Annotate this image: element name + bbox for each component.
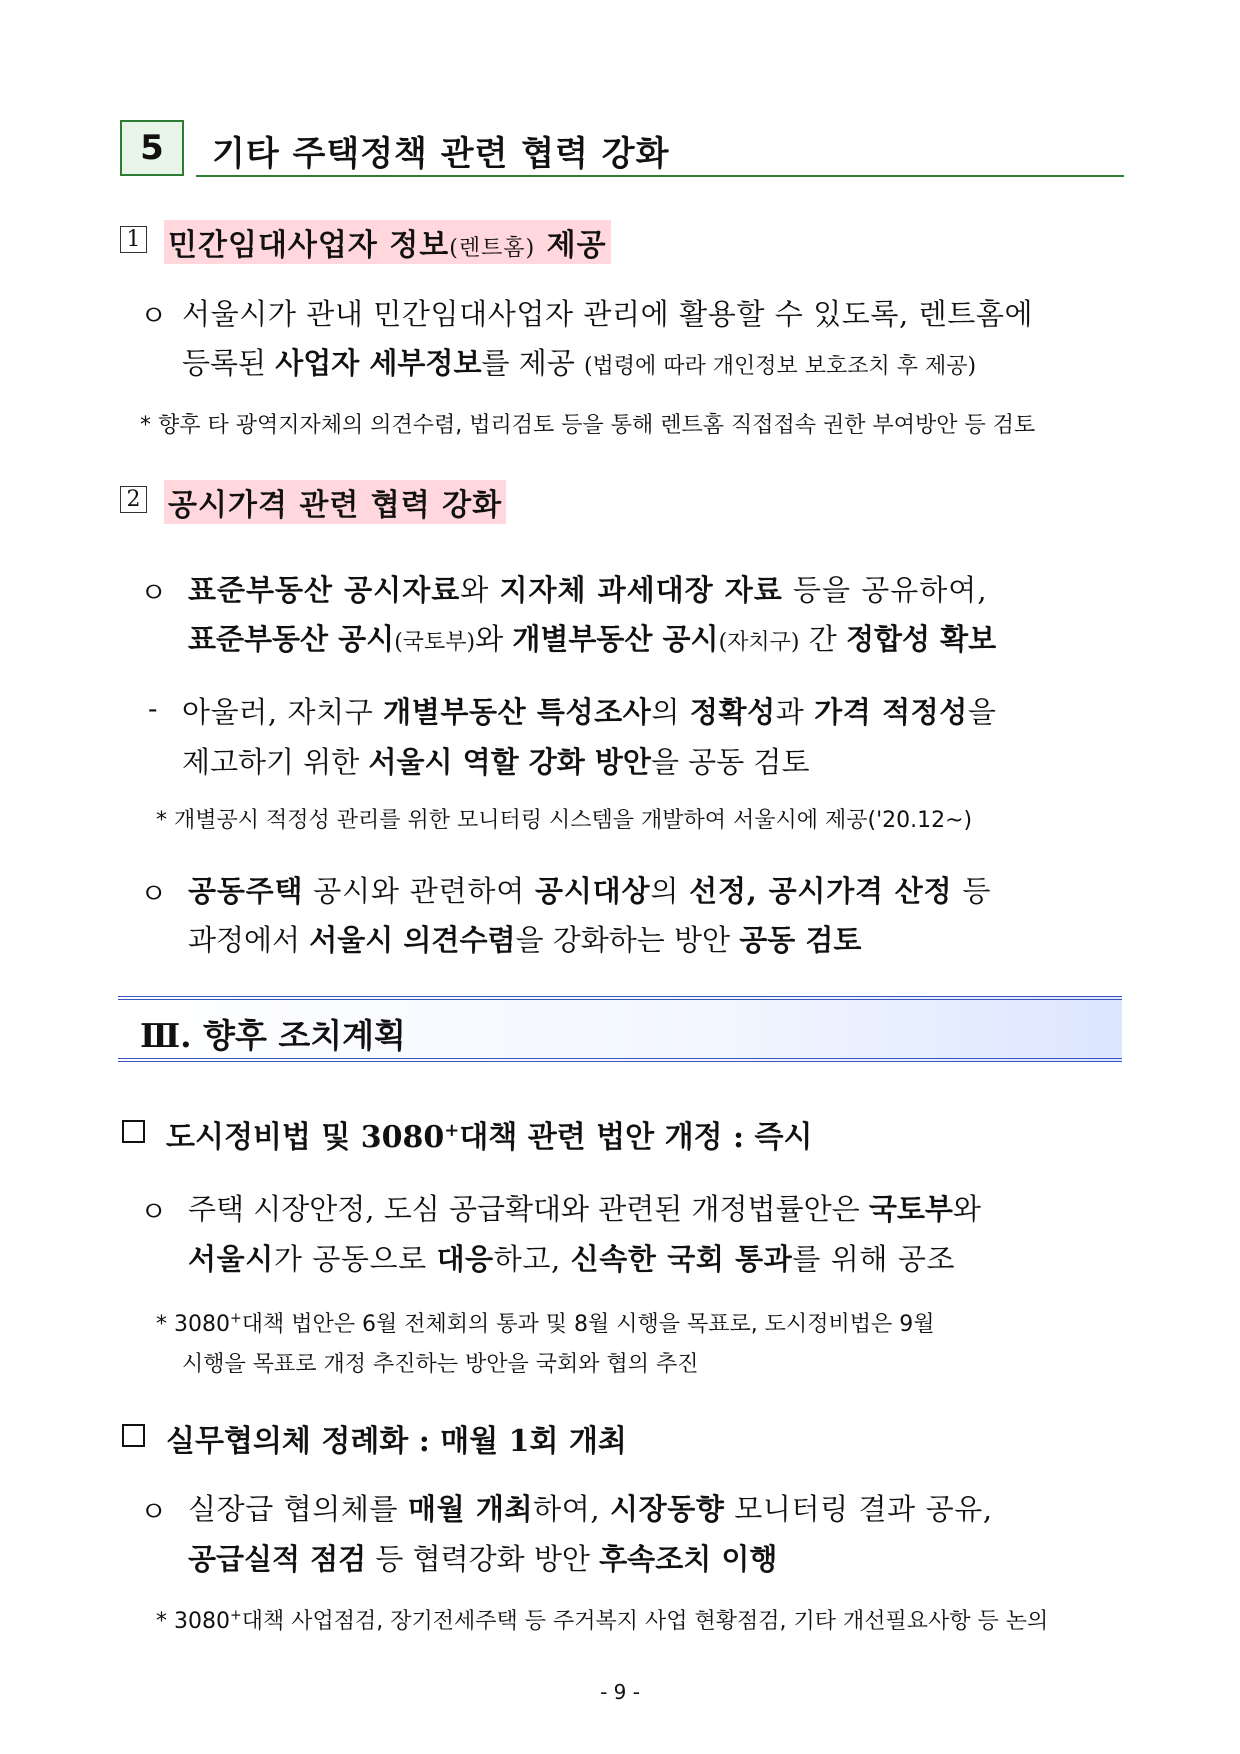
checkbox-square-icon bbox=[122, 1424, 145, 1447]
superscript: + bbox=[229, 1310, 242, 1327]
paragraph-line bbox=[182, 690, 997, 731]
paragraph-line bbox=[188, 1237, 955, 1278]
emphasis-text: 표준부동산 공시 bbox=[188, 622, 395, 656]
emphasis-text: 공급실적 점검 bbox=[188, 1542, 367, 1576]
checkbox-square-icon bbox=[122, 1120, 145, 1143]
text-span: 등록된 bbox=[182, 346, 267, 380]
footnote: * 향후 타 광역지자체의 의견수렴, 법리검토 등을 통해 렌트홈 직접접속 권한 부여방안 등 검토 bbox=[140, 413, 1036, 438]
text-span: 등 협력강화 방안 bbox=[375, 1542, 590, 1576]
subsection-title-end: 제공 bbox=[546, 228, 607, 263]
text-span: * 3080 bbox=[156, 1609, 230, 1634]
section-number: 5 bbox=[140, 128, 164, 168]
emphasis-text: 가격 적정성 bbox=[814, 695, 968, 729]
page-number: - 9 - bbox=[600, 1680, 640, 1704]
text-span: 의 bbox=[651, 695, 681, 729]
emphasis-text: 신속한 국회 통과 bbox=[570, 1242, 793, 1276]
emphasis-text: 대응 bbox=[436, 1242, 494, 1276]
text-span: 하고, bbox=[493, 1242, 561, 1276]
section-title: 기타 주택정책 관련 협력 강화 bbox=[212, 134, 670, 174]
emphasis-text: 공시대상 bbox=[535, 874, 651, 908]
emphasis-text: 시장동향 bbox=[609, 1492, 725, 1526]
paragraph-line bbox=[182, 740, 809, 781]
text-span: 등 bbox=[962, 874, 992, 908]
text-span: 와 bbox=[475, 622, 504, 656]
emphasis-text: 사업자 세부정보 bbox=[275, 346, 482, 380]
text-span: 공시와 관련하여 bbox=[313, 874, 526, 908]
emphasis-text: 서울시 의견수렴 bbox=[309, 923, 516, 957]
paren-note: (자치구) bbox=[718, 630, 800, 655]
subsection-number: 2 bbox=[126, 487, 141, 512]
emphasis-text: 국토부 bbox=[868, 1192, 953, 1226]
emphasis-text: 공동주택 bbox=[188, 874, 304, 908]
chapter-title: Ⅲ. 향후 조치계획 bbox=[140, 1016, 406, 1055]
text-span: 의 bbox=[650, 874, 680, 908]
bullet-marker: ㅇ bbox=[140, 299, 168, 332]
paragraph-line: 서울시가 관내 민간임대사업자 관리에 활용할 수 있도록, 렌트홈에 bbox=[182, 297, 1034, 331]
paragraph-line bbox=[188, 1187, 981, 1228]
text-span: 를 제공 bbox=[481, 346, 575, 380]
item-title: 실무협의체 정례화 : 매월 1회 개최 bbox=[166, 1424, 627, 1459]
text-span: 대책 법안은 6월 전체회의 통과 및 8월 시행을 목표로, 도시정비법은 9월 bbox=[241, 1312, 935, 1337]
footnote bbox=[156, 1604, 1048, 1635]
text-span: 를 위해 공조 bbox=[792, 1242, 956, 1276]
text-span: 모니터링 결과 공유, bbox=[734, 1492, 993, 1526]
text-span: * 3080 bbox=[156, 1312, 230, 1337]
paren-note: (국토부) bbox=[394, 630, 476, 655]
bullet-marker: ㅇ bbox=[140, 1195, 168, 1228]
footnote: * 개별공시 적정성 관리를 위한 모니터링 시스템을 개발하여 서울시에 제공('20.12~) bbox=[156, 808, 973, 833]
bullet-marker: ㅇ bbox=[140, 877, 168, 910]
emphasis-text: 정합성 확보 bbox=[845, 622, 997, 656]
emphasis-text: 서울시 bbox=[188, 1242, 274, 1276]
paragraph-line bbox=[188, 918, 861, 959]
text-span: 실장급 협의체를 bbox=[188, 1492, 399, 1526]
text-span: 와 bbox=[952, 1192, 981, 1226]
emphasis-text: 표준부동산 공시자료 bbox=[188, 573, 461, 607]
superscript: + bbox=[229, 1607, 242, 1624]
subsection-number-box bbox=[120, 486, 147, 513]
footnote bbox=[156, 1307, 934, 1338]
section-number-box bbox=[120, 120, 184, 176]
bullet-marker: ㅇ bbox=[140, 1495, 168, 1528]
text-span: 아울러, 자치구 bbox=[182, 695, 374, 729]
paragraph-line bbox=[188, 568, 988, 609]
text-span: 주택 시장안정, 도심 공급확대와 관련된 개정법률안은 bbox=[188, 1192, 860, 1226]
paragraph-line bbox=[188, 617, 996, 658]
text-span: 가 공동으로 bbox=[273, 1242, 427, 1276]
subsection-title-main: 민간임대사업자 정보 bbox=[168, 228, 450, 263]
emphasis-text: 서울시 역할 강화 방안 bbox=[368, 745, 651, 779]
paragraph-line bbox=[182, 341, 976, 382]
subsection-number: 1 bbox=[126, 227, 141, 252]
text-span: 등을 공유하여, bbox=[793, 573, 988, 607]
text-span: 과 bbox=[775, 695, 805, 729]
text-span: 제고하기 위한 bbox=[182, 745, 360, 779]
text-span: 대책 사업점검, 장기전세주택 등 주거복지 사업 현황점검, 기타 개선필요사항 등 논의 bbox=[241, 1609, 1049, 1634]
emphasis-text: 선정, 공시가격 산정 bbox=[689, 874, 953, 908]
item-title bbox=[166, 1112, 812, 1156]
subsection-title-paren: (렌트홈) bbox=[449, 236, 536, 261]
emphasis-text: 후속조치 이행 bbox=[599, 1542, 778, 1576]
paragraph-line bbox=[188, 869, 991, 910]
emphasis-text: 매월 개최 bbox=[407, 1492, 534, 1526]
subsection-number-box bbox=[120, 226, 147, 253]
text-span: 하여, bbox=[533, 1492, 601, 1526]
superscript: + bbox=[444, 1120, 460, 1141]
subsection-title bbox=[164, 220, 611, 264]
text-span: 과정에서 bbox=[188, 923, 301, 957]
text-span: 도시정비법 및 3080 bbox=[166, 1120, 445, 1155]
dash-marker: - bbox=[148, 692, 158, 725]
text-span: 을 공동 검토 bbox=[650, 745, 810, 779]
text-span: 와 bbox=[460, 573, 490, 607]
text-span: 을 강화하는 방안 bbox=[515, 923, 731, 957]
footnote: 시행을 목표로 개정 추진하는 방안을 국회와 협의 추진 bbox=[182, 1352, 699, 1377]
paragraph-line bbox=[188, 1487, 993, 1528]
text-span: 대책 관련 법안 개정 : 즉시 bbox=[459, 1120, 813, 1155]
paren-note: (법령에 따라 개인정보 보호조치 후 제공) bbox=[583, 354, 977, 379]
subsection-title: 공시가격 관련 협력 강화 bbox=[164, 480, 506, 524]
text-span: 을 bbox=[967, 695, 997, 729]
bullet-marker: ㅇ bbox=[140, 576, 168, 609]
paragraph-line bbox=[188, 1537, 777, 1578]
text-span: 간 bbox=[808, 622, 837, 656]
emphasis-text: 정확성 bbox=[689, 695, 776, 729]
emphasis-text: 공동 검토 bbox=[739, 923, 862, 957]
emphasis-text: 지자체 과세대장 자료 bbox=[499, 573, 783, 607]
section-underline bbox=[196, 175, 1124, 177]
emphasis-text: 개별부동산 특성조사 bbox=[383, 695, 652, 729]
emphasis-text: 개별부동산 공시 bbox=[512, 622, 719, 656]
